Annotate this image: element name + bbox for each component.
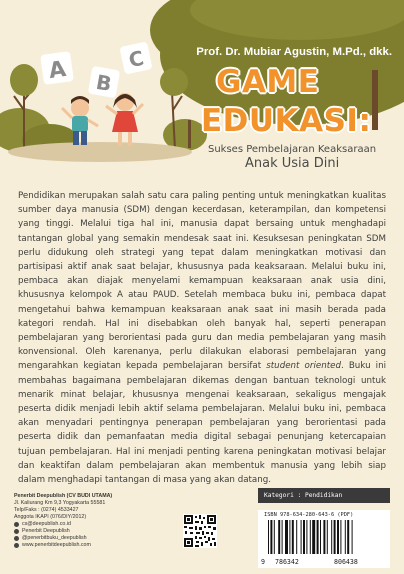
publisher-social1: Penerbit Deepublish [22, 528, 70, 534]
globe-icon [14, 543, 19, 548]
barcode-bar [296, 520, 297, 554]
barcode-bar [303, 520, 305, 554]
barcode-bar [347, 520, 349, 554]
publisher-website: www.penerbitdeepublish.com [22, 542, 91, 548]
isbn-digit-group-1: 786342 [275, 558, 299, 566]
instagram-icon [14, 536, 19, 541]
publisher-email-row [14, 521, 112, 528]
barcode-bar [306, 520, 307, 554]
publisher-social2: @penerbitbuku_deepublish [22, 535, 87, 541]
author-name: Prof. Dr. Mubiar Agustin, M.Pd., dkk. [196, 46, 392, 58]
subtitle-line-1: Sukses Pembelajaran Keaksaraan [208, 144, 377, 155]
barcode-bar [323, 520, 325, 554]
barcode-bar [317, 520, 319, 554]
ground [8, 142, 192, 162]
title-line-2: EDUKASI: [201, 103, 372, 139]
barcode-bars [268, 520, 386, 556]
publisher-info [14, 493, 112, 549]
letter-b-block [88, 66, 120, 98]
barcode-bar [331, 520, 332, 554]
isbn-digit-1: 9 [261, 558, 265, 566]
synopsis [18, 189, 386, 487]
barcode-bar [337, 520, 339, 554]
publisher-phone: Telp/Faks : (0274) 4533427 [14, 507, 79, 513]
barcode-bar [320, 520, 321, 554]
letter-c-block [119, 41, 152, 74]
letter-b: B [94, 69, 114, 97]
barcode-bar [345, 520, 346, 554]
barcode-bar [327, 520, 328, 554]
synopsis-part-2: . Buku ini membahas bagaimana pembelajaran dikemas dengan bantuan teknologi untuk menarik minat belajar, khususnya mengenai keaksaraan, sekaligus mengajak peserta didik menjadi lebih aktif selama pembelajaran. Melalui buku ini, pembaca akan menyadari pentingnya penerapan pembelajaran yang berorientasi pada peserta didik dan pemanfaatan media digital sebagai penunjang ketercapaian tujuan pembelajaran. Hal ini menjadi penting karena peningkatan motivasi belajar dan keaktifan dalam pembelajaran akan membentuk manusia yang lebih siap dalam menghadapi tantangan di masa yang akan datang. [18, 361, 387, 486]
publisher-social2-row [14, 535, 112, 542]
barcode-bar [289, 520, 290, 554]
publisher-social1-row [14, 528, 112, 535]
facebook-icon [14, 529, 19, 534]
synopsis-part-1: Pendidikan merupakan salah satu cara paling penting untuk meningkatkan kualitas sumber daya manusia (SDM) dengan kecerdasan, keterampilan, dan kompetensi yang tinggi. Melalui tiga hal ini, manusia dapat bersaing untuk menghadapi tantangan global yang semakin mendesak saat ini. Kesuksesan peningkatan SDM perlu didukung oleh strategi yang tepat dalam meningkatkan motivasi dan partisipasi aktif anak saat belajar, khususnya pada keaksaraan. Melalui buku ini, pembaca akan diajak menyelami kemampuan keaksaraan anak usia dini, khususnya kelompok A atau PAUD. Setelah membaca buku ini, pembaca dapat mengetahui bahwa kemampuan keaksaraan anak saat ini masih berada pada kategori rendah. Hal ini disebabkan oleh banyak hal, seperti penerapan pembelajaran yang berorientasi pada guru dan media pembelajaran yang masih konvensional. Oleh karenanya, perlu dilakukan elaborasi pembelajaran yang mengarahkan kegiatan kepada pembelajaran bersifat [18, 191, 386, 372]
barcode-bar [274, 520, 275, 554]
email-icon [14, 522, 19, 527]
letter-a-block [40, 51, 74, 85]
barcode-bar [270, 520, 272, 554]
publisher-email: cs@deepublish.co.id [22, 521, 71, 527]
barcode-bar [334, 520, 336, 554]
publisher-address: Jl. Kaliurang Km 9,3 Yogyakarta 55581 [14, 500, 106, 506]
barcode-bar [310, 520, 311, 554]
barcode-bar [268, 520, 269, 554]
isbn-text: ISBN 978-634-280-643-6 (PDF) [264, 512, 354, 518]
tree-trunk [372, 70, 378, 130]
letter-c: C [126, 45, 146, 73]
barcode-bar [278, 520, 280, 554]
publisher-name: Penerbit Deepublish (CV BUDI UTAMA) [14, 493, 113, 499]
title-line-1: GAME [216, 64, 320, 100]
barcode-bar [285, 520, 288, 554]
barcode-bar [282, 520, 283, 554]
synopsis-italic: student oriented [266, 361, 341, 372]
barcode-bar [312, 520, 315, 554]
subtitle-line-2: Anak Usia Dini [245, 156, 340, 171]
barcode-bar [340, 520, 341, 554]
category-label: Kategori : Pendidikan [258, 488, 390, 503]
publisher-website-row [14, 542, 112, 549]
barcode-bar [292, 520, 294, 554]
qr-code [183, 514, 217, 548]
publisher-member: Anggota IKAPI (076/DIY/2012) [14, 514, 87, 520]
isbn-digit-group-2: 806438 [334, 558, 358, 566]
letter-a: A [47, 56, 68, 85]
barcode-bar [352, 520, 353, 554]
barcode-bar [301, 520, 302, 554]
